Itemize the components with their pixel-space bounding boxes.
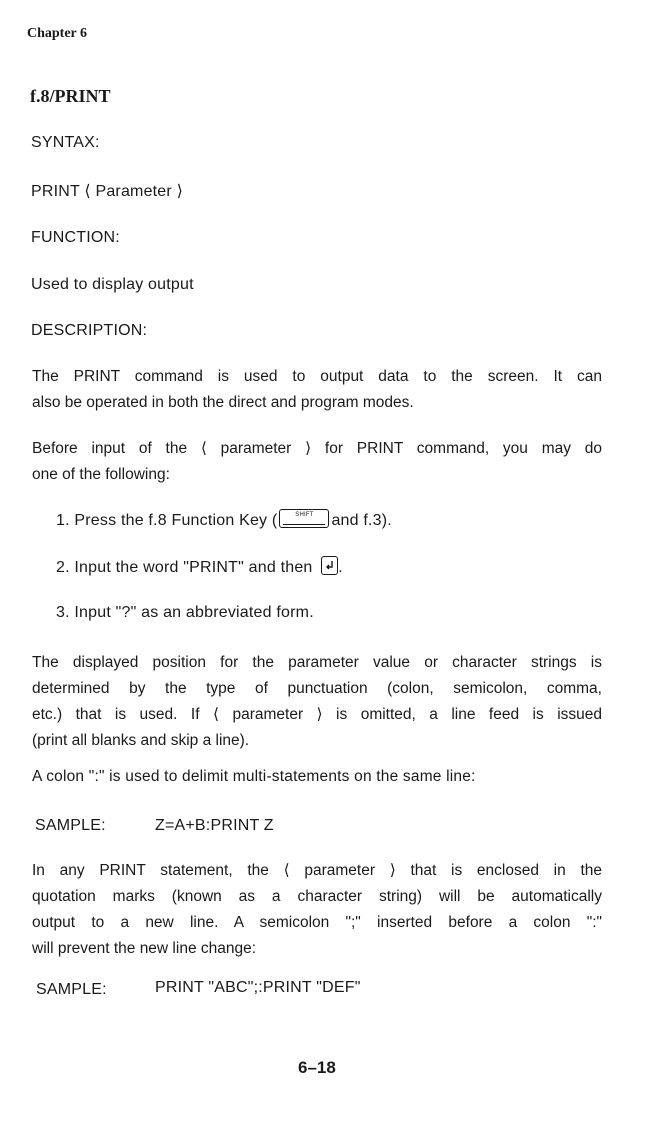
text-line: Before input of the ⟨ parameter ⟩ for PRINT command, you may do — [32, 440, 602, 457]
text-line: (print all blanks and skip a line). — [32, 732, 250, 749]
text-line: also be operated in both the direct and program modes. — [32, 394, 414, 411]
step-number: 3. — [56, 604, 70, 621]
syntax-value: PRINT ⟨ Parameter ⟩ — [31, 183, 184, 200]
step-number: 1. — [56, 512, 70, 529]
step-2 — [56, 556, 343, 577]
text-line: The displayed position for the parameter value or character strings is — [32, 654, 602, 671]
step-1 — [56, 509, 392, 530]
function-value: Used to display output — [31, 276, 194, 293]
text-line: will prevent the new line change: — [32, 940, 257, 957]
sample-2-label: SAMPLE: — [36, 981, 107, 998]
sample-1-code: Z=A+B:PRINT Z — [155, 817, 274, 834]
step-number: 2. — [56, 559, 70, 576]
syntax-label: SYNTAX: — [31, 134, 100, 151]
text-line: The PRINT command is used to output data to the screen. It can — [32, 368, 602, 385]
description-label: DESCRIPTION: — [31, 322, 148, 339]
sample-2-code: PRINT "ABC";:PRINT "DEF" — [155, 979, 361, 996]
text-line: quotation marks (known as a character string) will be automatically — [32, 888, 602, 905]
description-paragraph-2 — [32, 436, 602, 488]
text-line: output to a new line. A semicolon ";" inserted before a colon ":" — [32, 914, 602, 931]
text-line: one of the following: — [32, 466, 170, 483]
text-line: In any PRINT statement, the ⟨ parameter ⟩ that is enclosed in the — [32, 862, 602, 879]
function-label: FUNCTION: — [31, 229, 120, 246]
step-text: Input "?" as an abbreviated form. — [74, 604, 314, 621]
step-3 — [56, 604, 314, 622]
step-text-after: . — [338, 559, 343, 576]
step-text: Input the word "PRINT" and then — [74, 559, 313, 576]
description-paragraph-5 — [32, 858, 602, 962]
step-text-after: and f.3). — [331, 512, 392, 529]
page-number: 6–18 — [298, 1058, 336, 1077]
section-title: f.8/PRINT — [30, 86, 111, 106]
return-key-icon — [321, 556, 338, 575]
description-paragraph-1 — [32, 364, 602, 416]
text-line: determined by the type of punctuation (colon, semicolon, comma, — [32, 680, 602, 697]
shift-key-icon: SHIFT — [279, 509, 329, 528]
step-text: Press the f.8 Function Key ( — [74, 512, 278, 529]
description-paragraph-3 — [32, 650, 602, 754]
description-paragraph-4: A colon ":" is used to delimit multi-statements on the same line: — [32, 768, 476, 785]
chapter-header: Chapter 6 — [27, 26, 88, 41]
sample-1-label: SAMPLE: — [35, 817, 106, 834]
text-line: etc.) that is used. If ⟨ parameter ⟩ is omitted, a line feed is issued — [32, 706, 602, 723]
